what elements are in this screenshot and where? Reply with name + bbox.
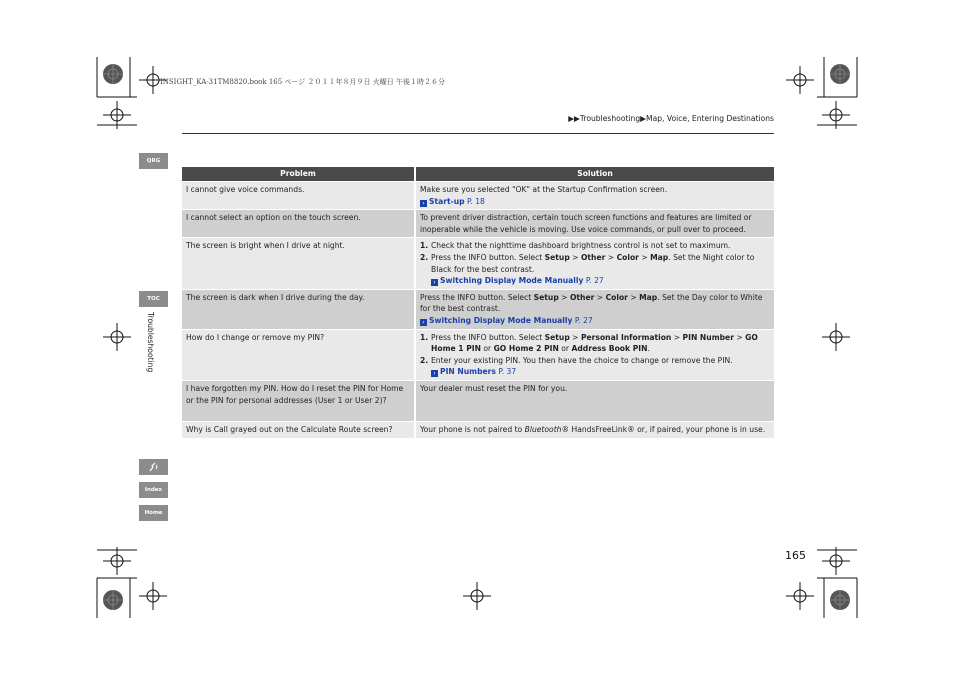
page-number: 165 [785, 549, 806, 562]
problem-cell: I cannot select an option on the touch screen. [182, 210, 416, 237]
link-arrow-icon: › [420, 200, 427, 207]
table-row [182, 210, 774, 237]
table-row [182, 330, 774, 380]
problem-column-header: Problem [182, 167, 416, 181]
solution-cell [416, 290, 774, 329]
cross-reference-link[interactable]: › Start-up P. 18 [420, 196, 770, 208]
toc-button[interactable]: TOC [139, 291, 168, 307]
solution-cell [416, 182, 774, 209]
link-arrow-icon: › [431, 279, 438, 286]
solution-column-header: Solution [416, 167, 774, 181]
table-row [182, 182, 774, 209]
solution-cell [416, 330, 774, 380]
step-2: 2. Press the INFO button. Select Setup > Other > Color > Map. Set the Night color to Black for the best contrast. [420, 252, 755, 274]
header-divider [182, 133, 774, 134]
solution-text: Make sure you selected "OK" at the Startup Confirmation screen. [420, 185, 668, 194]
link-arrow-icon: › [431, 370, 438, 377]
voice-command-button[interactable] [139, 459, 168, 475]
troubleshooting-table [182, 166, 774, 439]
table-row [182, 238, 774, 288]
index-button[interactable]: Index [139, 482, 168, 498]
problem-cell: The screen is dark when I drive during the day. [182, 290, 416, 329]
problem-cell: How do I change or remove my PIN? [182, 330, 416, 380]
cross-reference-link[interactable]: › PIN Numbers P. 37 [420, 366, 770, 378]
qrg-button[interactable]: QRG [139, 153, 168, 169]
solution-cell: To prevent driver distraction, certain touch screen functions and features are limited or inoperable while the vehicle is moving. Use voice commands, or pull over to proceed. [416, 210, 774, 237]
section-tab-label: Troubleshooting [146, 312, 155, 373]
table-row [182, 422, 774, 438]
step-1: 1. Press the INFO button. Select Setup > Personal Information > PIN Number > GO Home 1 PIN or GO Home 2 PIN or Address Book PIN. [420, 332, 758, 354]
problem-cell: The screen is bright when I drive at night. [182, 238, 416, 288]
cross-reference-link[interactable]: › Switching Display Mode Manually P. 27 [420, 315, 770, 327]
solution-cell [416, 238, 774, 288]
print-header-stamp: INSIGHT_KA-31TM8820.book 165 ページ ２０１１年８月９日 火曜日 午後１時２６分 [160, 78, 445, 86]
solution-cell: Your dealer must reset the PIN for you. [416, 381, 774, 421]
step-1: 1. Check that the nighttime dashboard brightness control is not set to maximum. [420, 241, 731, 251]
step-2: 2. Enter your existing PIN. You then have the choice to change or remove the PIN. [420, 355, 733, 365]
breadcrumb[interactable]: ▶▶Troubleshooting▶Map, Voice, Entering Destinations [568, 114, 774, 123]
problem-cell: I cannot give voice commands. [182, 182, 416, 209]
problem-cell: Why is Call grayed out on the Calculate Route screen? [182, 422, 416, 438]
cross-reference-link[interactable]: › Switching Display Mode Manually P. 27 [420, 275, 770, 287]
home-button[interactable]: Home [139, 505, 168, 521]
link-arrow-icon: › [420, 319, 427, 326]
problem-cell: I have forgotten my PIN. How do I reset the PIN for Home or the PIN for personal addresses (User 1 or User 2)? [182, 381, 416, 421]
voice-command-icon [148, 462, 160, 473]
solution-cell: Your phone is not paired to Bluetooth® HandsFreeLink® or, if paired, your phone is in use. [416, 422, 774, 438]
table-row [182, 381, 774, 421]
solution-text: Press the INFO button. Select Setup > Other > Color > Map. Set the Day color to White for the best contrast. [420, 292, 763, 314]
table-row [182, 290, 774, 329]
